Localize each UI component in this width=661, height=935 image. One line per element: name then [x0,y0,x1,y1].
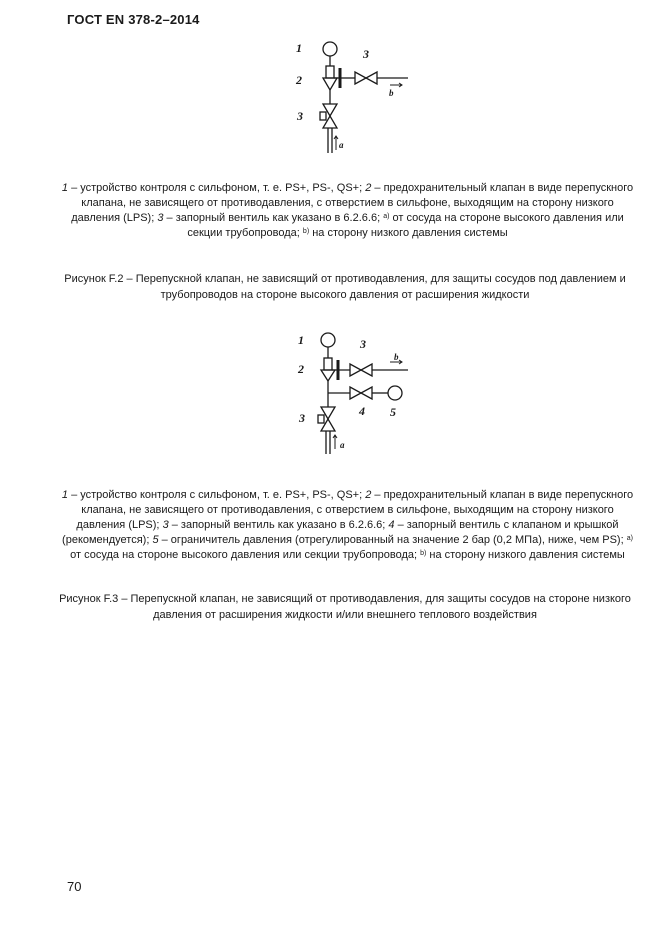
footnote-b: b) [420,550,427,557]
label-4: 4 [359,404,365,418]
safety-valve-top [324,358,332,370]
shutoff-valve-v-bottom [321,419,335,431]
label-2: 2 [296,73,302,87]
label-3-top: 3 [360,337,366,351]
label-b: b [389,88,394,98]
pressure-limiter-circle [388,386,402,400]
label-b: b [394,352,399,362]
gauge-circle [321,333,335,347]
legend-num-3: 3 [162,519,169,531]
legend-num-1: 1 [61,182,69,194]
shutoff-valve-4-left [350,387,361,399]
shutoff-valve-3-left [350,364,361,376]
label-5: 5 [390,405,396,419]
safety-valve-body [321,370,335,381]
legend-num-1: 1 [61,489,69,501]
shutoff-valve-v-bottom [323,116,337,128]
label-a: a [340,440,345,450]
legend-num-2: 2 [365,182,372,194]
gauge-circle [323,42,337,56]
figure-f2-caption: Рисунок F.2 – Перепускной клапан, не зависящий от противодавления, для защиты сосудов под давлением и трубопроводов на стороне высокого давления от расширения жидкости [64,273,626,301]
footnote-a: а) [626,535,633,542]
document-header: ГОСТ EN 378-2–2014 [67,12,200,27]
footnote-a: а) [383,213,390,220]
shutoff-valve-h-left [355,72,366,84]
shutoff-valve-3-right [361,364,372,376]
legend-num-4: 4 [388,519,395,531]
legend-num-2: 2 [365,489,372,501]
shutoff-valve-v-top [323,104,337,116]
label-1: 1 [296,41,302,55]
figure-f3-caption: Рисунок F.3 – Перепускной клапан, не зависящий от противодавления, для защиты сосудов на стороне низкого давления от расширения жидкости и/или внешнего теплового воздействия [59,593,631,621]
figure-f3-svg [290,328,420,456]
label-a: a [339,140,344,150]
figure-f2-svg [290,38,420,156]
figure-f2-diagram [290,38,420,156]
shutoff-valve-h-right [366,72,377,84]
shutoff-valve-4-right [361,387,372,399]
footnote-b: b) [302,228,310,235]
label-3-bottom: 3 [297,109,303,123]
legend-num-3: 3 [157,212,164,224]
label-3-bottom: 3 [299,411,305,425]
page-number: 70 [67,879,82,894]
label-1: 1 [298,333,304,347]
label-2: 2 [298,362,304,376]
safety-valve-body [323,78,337,90]
shutoff-valve-v-top [321,407,335,419]
figure-f3-diagram [290,328,420,456]
safety-valve-top [326,66,334,78]
figure-f3-legend: 1 – устройство контроля с сильфоном, т. е. PS+, PS-, QS+; 2 – предохранительный клапан в виде перепускного клапана, не зависящего от противодавления, с отверстием в сильфоне, выходящим на сторону низкого давления (LPS); 3 – запорный вентиль как указано в 6.2.6.6; 4 – запорный вентиль с клапаном и крышкой (рекомендуется); 5 – ограничитель давления (отрегулированный на значение 2 бар (0,2 МПа), ниже, чем PS); $^{а)}$ от сосуда на стороне высокого давления или секции трубопровода; $^{b)}$ на сторону низкого давления системы [61,489,634,561]
figure-f2-legend: 1 – устройство контроля с сильфоном, т. е. PS+, PS-, QS+; 2 – предохранительный клапан в виде перепускного клапана, не зависящего от противодавления, с отверстием в сильфоне, выходящим на сторону низкого давления (LPS); 3 – запорный вентиль как указано в 6.2.6.6; $^{а)}$ от сосуда на стороне высокого давления или секции трубопровода; $^{b)}$ на сторону низкого давления системы [61,182,634,239]
legend-num-5: 5 [152,534,159,546]
label-3-top: 3 [363,47,369,61]
